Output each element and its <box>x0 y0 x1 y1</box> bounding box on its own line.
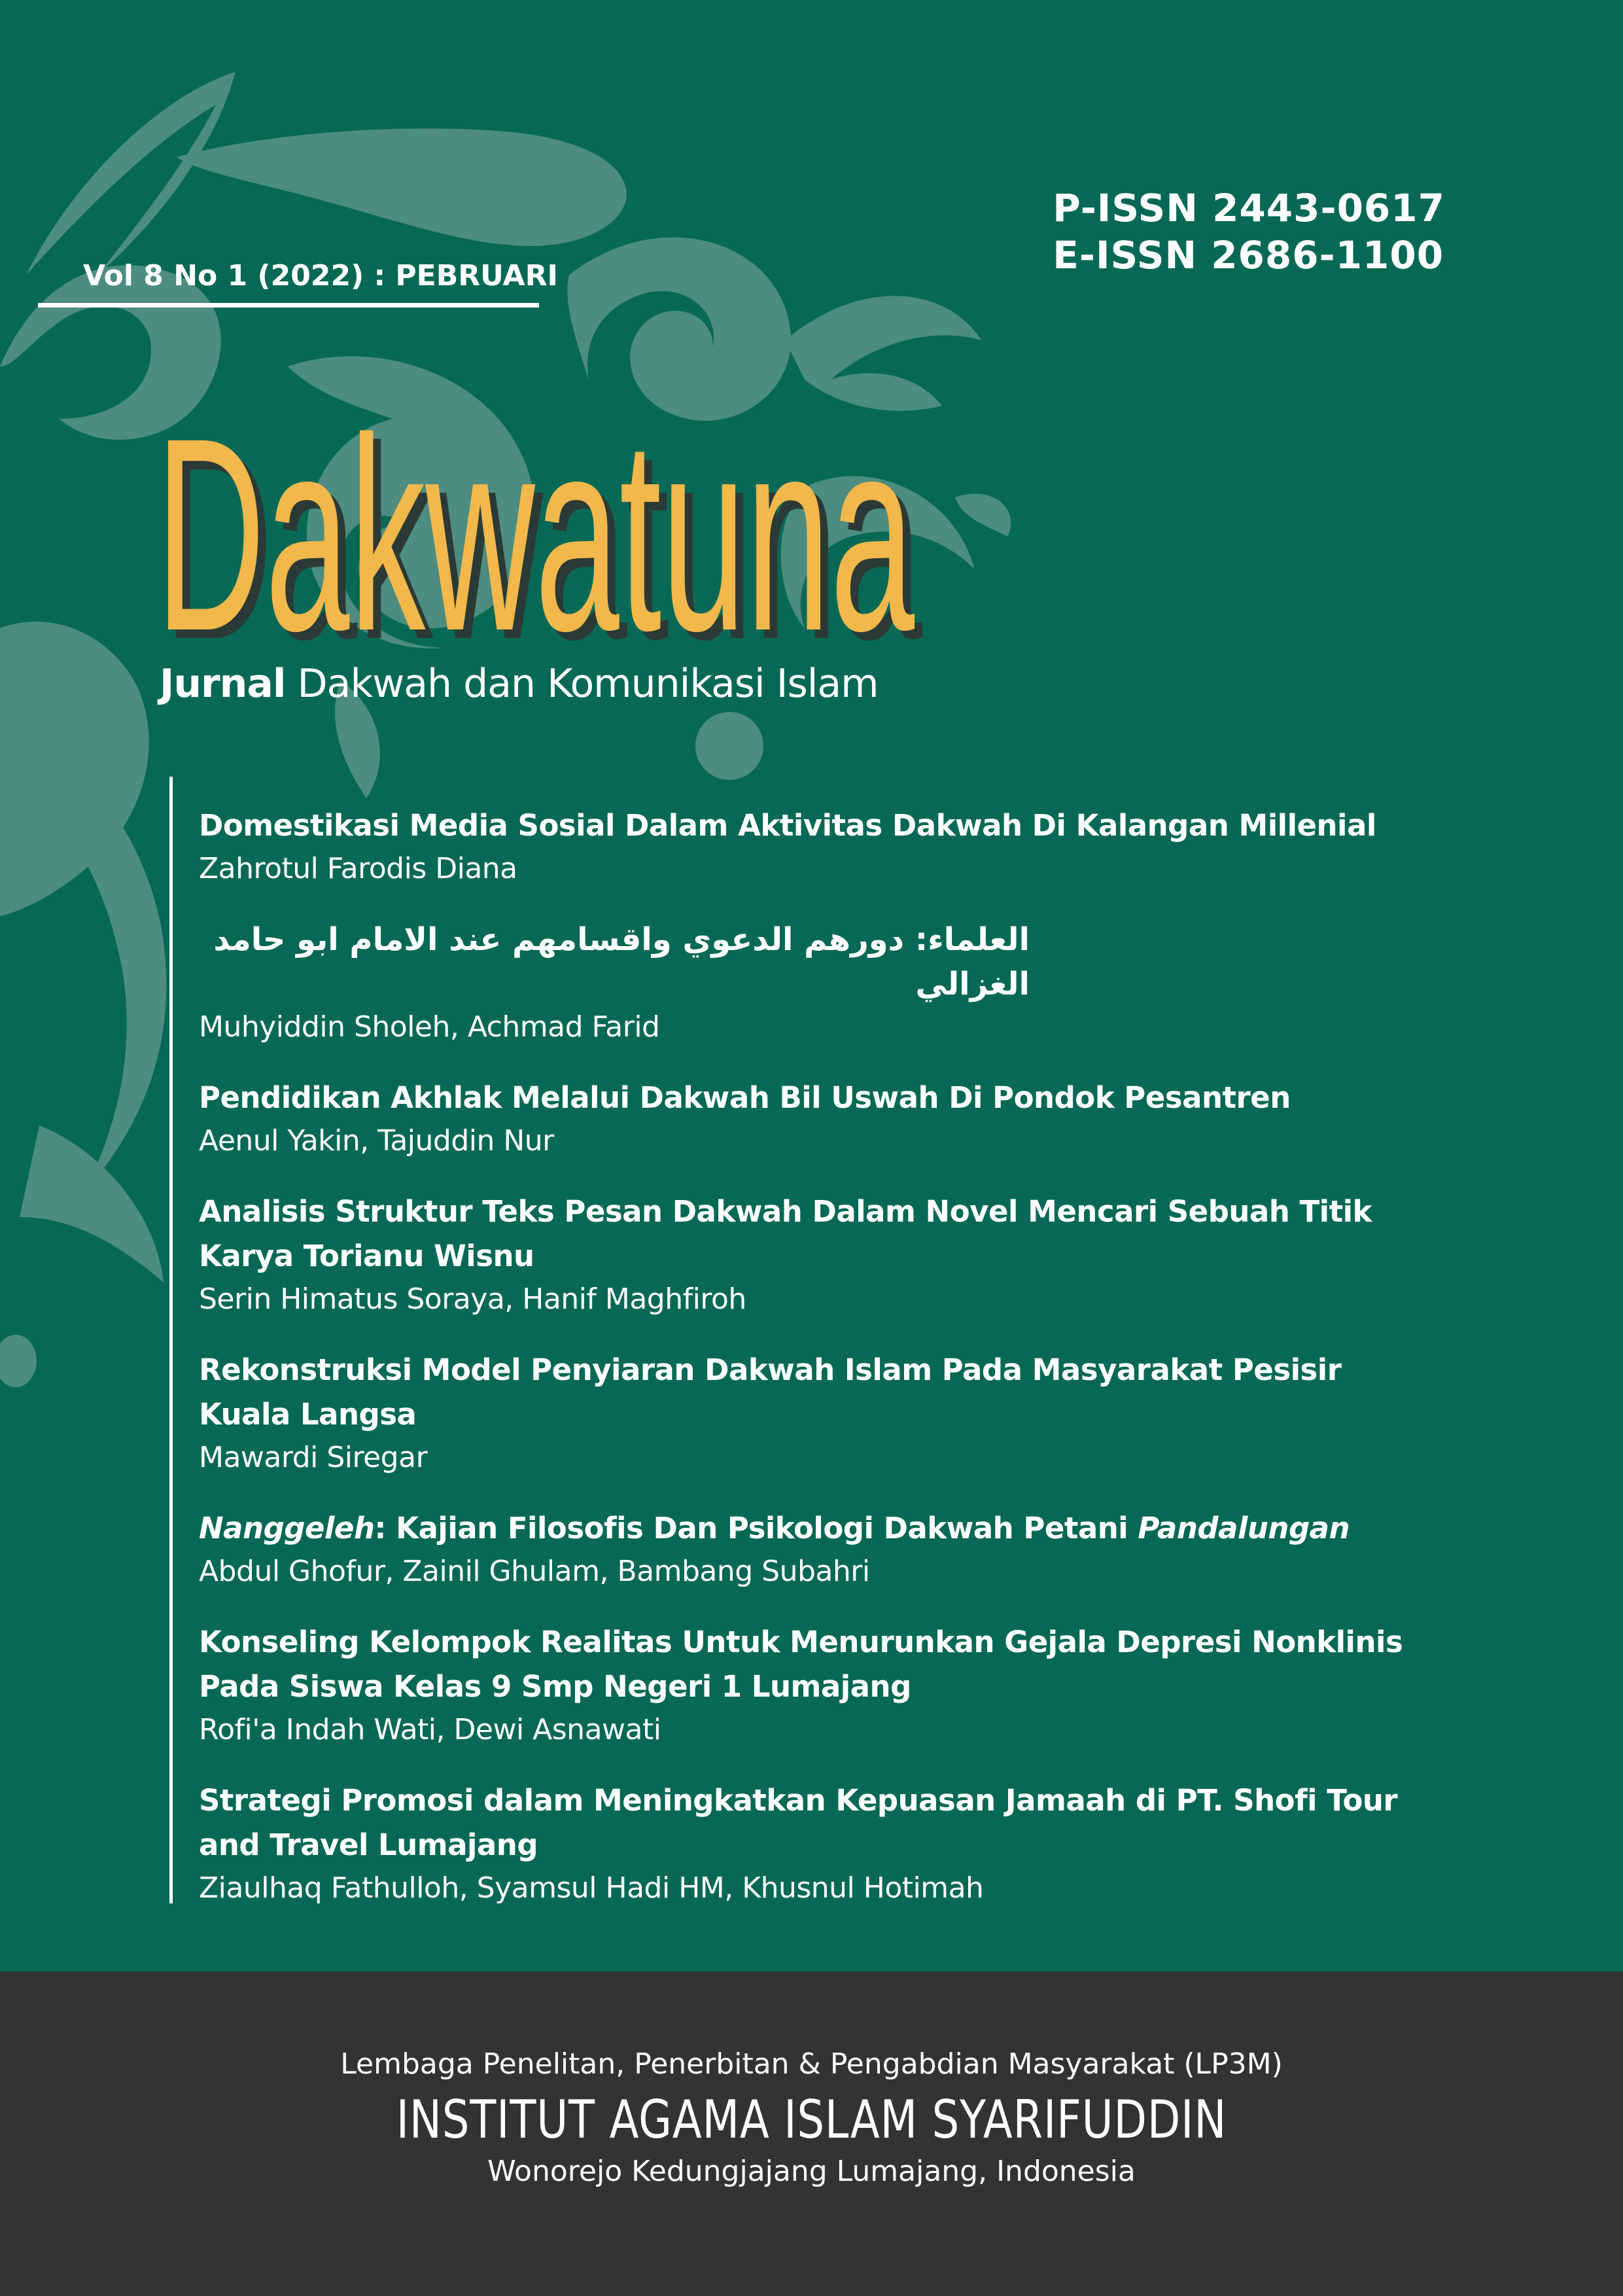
list-item <box>199 1348 1442 1479</box>
article-authors: Mawardi Siregar <box>199 1441 428 1474</box>
article-title: Analisis Struktur Teks Pesan Dakwah Dalam Novel Mencari Sebuah Titik Karya Torianu Wisnu <box>199 1194 1372 1273</box>
article-title: العلماء: دورهم الدعوي واقسامهم عند الامام ابو حامد الغزالي <box>213 921 1030 1002</box>
volume-underline <box>38 303 539 308</box>
journal-title-shadow: Dakwatuna <box>164 390 924 648</box>
journal-subtitle <box>160 661 879 707</box>
e-issn: E-ISSN 2686-1100 <box>1053 233 1444 277</box>
list-item <box>199 1190 1442 1320</box>
list-item <box>199 1620 1442 1751</box>
article-title: Domestikasi Media Sosial Dalam Aktivitas Dakwah Di Kalangan Millenial <box>199 808 1376 843</box>
article-title: Konseling Kelompok Realitas Untuk Menurunkan Gejala Depresi Nonklinis Pada Siswa Kelas 9 Smp Negeri 1 Lumajang <box>199 1625 1403 1704</box>
article-title <box>199 1506 1442 1551</box>
publisher-institution: INSTITUT AGAMA ISLAM SYARIFUDDIN <box>396 2089 1227 2150</box>
p-issn: P-ISSN 2443-0617 <box>1053 186 1445 230</box>
article-authors: Rofi'a Indah Wati, Dewi Asnawati <box>199 1713 661 1746</box>
article-title: Strategi Promosi dalam Meningkatkan Kepuasan Jamaah di PT. Shofi Tour and Travel Lumajang <box>199 1783 1398 1862</box>
list-item <box>199 804 1442 890</box>
subtitle-jurnal: Jurnal <box>160 661 286 707</box>
article-authors: Muhyiddin Sholeh, Achmad Farid <box>199 1010 660 1044</box>
article-title: Pendidikan Akhlak Melalui Dakwah Bil Uswah Di Pondok Pesantren <box>199 1080 1291 1115</box>
article-title: Rekonstruksi Model Penyiaran Dakwah Islam Pada Masyarakat Pesisir Kuala Langsa <box>199 1352 1342 1432</box>
issn-block <box>1053 185 1445 279</box>
article-title-middle: : Kajian Filosofis Dan Psikologi Dakwah Petani <box>374 1511 1138 1545</box>
article-authors: Serin Himatus Soraya, Hanif Maghfiroh <box>199 1282 746 1316</box>
publisher-address: Wonorejo Kedungjajang Lumajang, Indonesia <box>487 2155 1136 2188</box>
publisher-footer <box>0 1971 1623 2296</box>
journal-title-logo <box>156 366 928 648</box>
article-title-italic: Nanggeleh <box>199 1511 375 1545</box>
list-item <box>199 1076 1442 1162</box>
article-title-italic: Pandalungan <box>1138 1511 1350 1545</box>
article-authors: Aenul Yakin, Tajuddin Nur <box>199 1124 554 1157</box>
article-list-bar <box>169 777 173 1903</box>
article-list <box>199 804 1442 1937</box>
article-authors: Zahrotul Farodis Diana <box>199 852 517 885</box>
list-item <box>199 917 1442 1048</box>
list-item <box>199 1506 1442 1593</box>
list-item <box>199 1778 1442 1909</box>
subtitle-rest: Dakwah dan Komunikasi Islam <box>285 661 879 707</box>
journal-title: Dakwatuna <box>156 381 916 648</box>
article-authors: Abdul Ghofur, Zainil Ghulam, Bambang Subahri <box>199 1555 870 1588</box>
volume-label: Vol 8 No 1 (2022) : PEBRUARI <box>83 259 558 292</box>
article-authors: Ziaulhaq Fathulloh, Syamsul Hadi HM, Khusnul Hotimah <box>199 1871 984 1905</box>
publisher-department: Lembaga Penelitan, Penerbitan & Pengabdian Masyarakat (LP3M) <box>340 2047 1283 2081</box>
